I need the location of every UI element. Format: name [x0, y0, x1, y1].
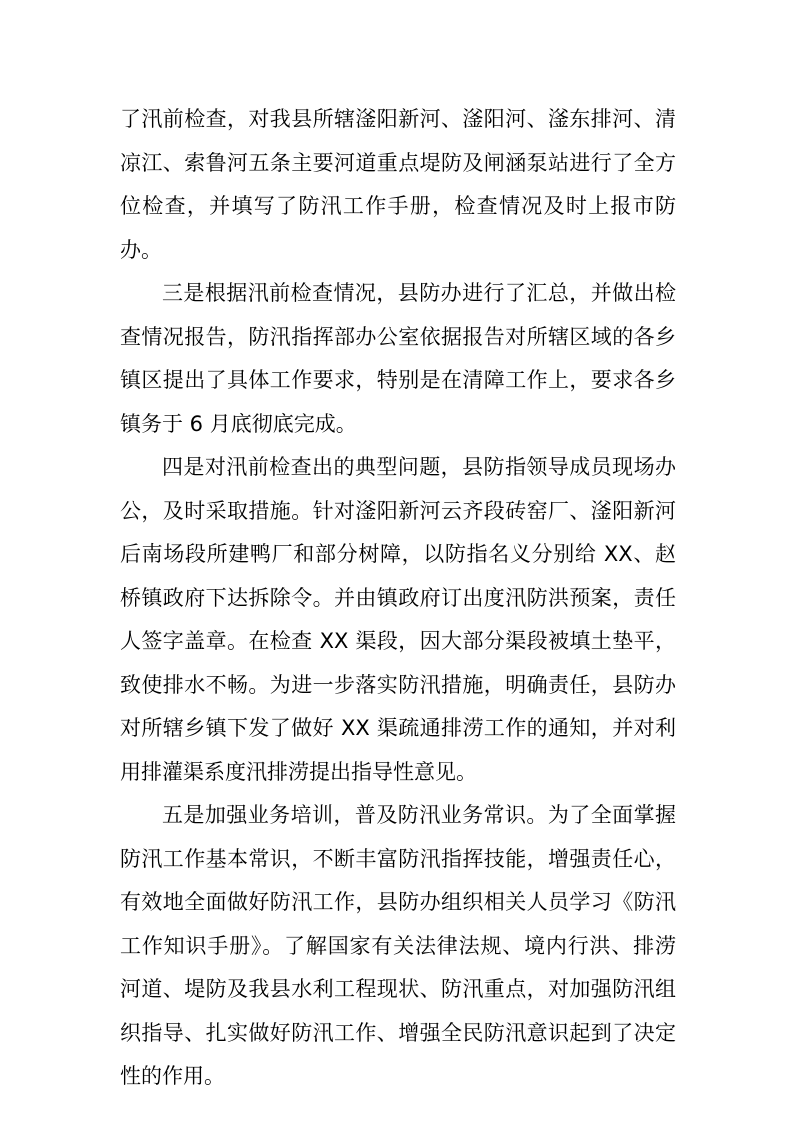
paragraph-five: 五是加强业务培训，普及防汛业务常识。为了全面掌握防汛工作基本常识，不断丰富防汛指挥技能，增强责任心，有效地全面做好防汛工作，县防办组织相关人员学习《防汛工作知识手册》。了解国家有关法律法规、境内行洪、排涝河道、堤防及我县水利工程现状、防汛重点，对加强防汛组织指导、扎实做好防汛工作、增强全民防汛意识起到了决定性的作用。 — [120, 803, 676, 1088]
paragraph-continued: 了汛前检查，对我县所辖滏阳新河、滏阳河、滏东排河、清凉江、索鲁河五条主要河道重点堤防及闸涵泵站进行了全方位检查，并填写了防汛工作手册，检查情况及时上报市防办。 — [120, 107, 676, 262]
paragraph-four: 四是对汛前检查出的典型问题，县防指领导成员现场办公，及时采取措施。针对滏阳新河云齐段砖窑厂、滏阳新河后南场段所建鸭厂和部分树障，以防指名义分别给 XX、赵桥镇政府下达拆除令。并由镇政府订出度汛防洪预案，责任人签字盖章。在检查 XX 渠段，因大部分渠段被填土垫平，致使排水不畅。为进一步落实防汛措施，明确责任，县防办对所辖乡镇下发了做好 XX 渠疏通排涝工作的通知，并对利用排灌渠系度汛排涝提出指导性意见。 — [120, 455, 676, 784]
document-body — [120, 98, 676, 1099]
paragraph-three: 三是根据汛前检查情况，县防办进行了汇总，并做出检查情况报告，防汛指挥部办公室依据报告对所辖区域的各乡镇区提出了具体工作要求，特别是在清障工作上，要求各乡镇务于 6 月底彻底完成。 — [120, 281, 676, 436]
